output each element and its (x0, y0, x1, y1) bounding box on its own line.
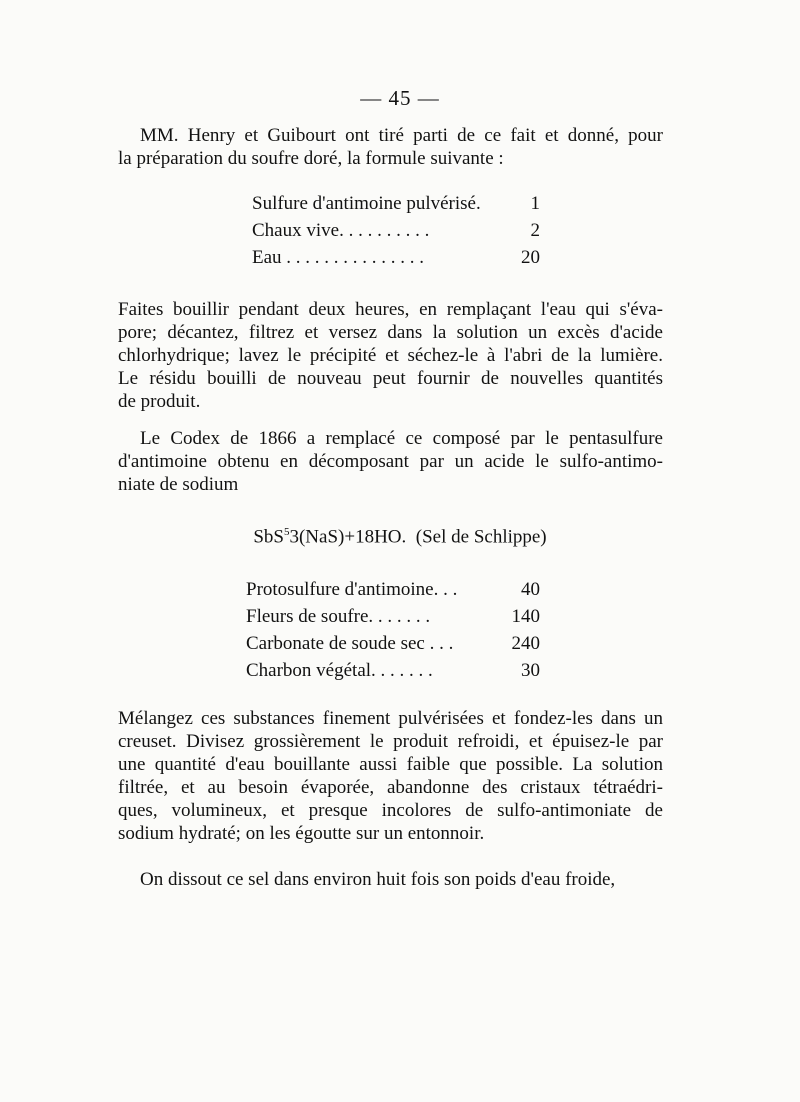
text-line: d'antimoine obtenu en décomposant par un acide le sulfo-antimo- (118, 451, 663, 472)
ingredient-name: Charbon végétal. . . . . . . (246, 659, 433, 681)
text-line: Le résidu bouilli de nouveau peut fournir de nouvelles quantités (118, 368, 663, 389)
recipe-table-2 (246, 576, 540, 684)
text-line: de produit. (118, 391, 201, 412)
ingredient-quantity: 140 (511, 605, 540, 627)
text-line: une quantité d'eau bouillante aussi faible que possible. La solution (118, 754, 663, 775)
recipe-row (246, 657, 540, 684)
closing-paragraph (118, 868, 663, 891)
chemical-formula (0, 526, 800, 548)
recipe-row (252, 217, 540, 244)
text-line: On dissout ce sel dans environ huit fois son poids d'eau froide, (140, 869, 616, 890)
ingredient-quantity: 240 (511, 632, 540, 654)
ingredient-quantity: 30 (521, 659, 540, 681)
text-line: sodium hydraté; on les égoutte sur un entonnoir. (118, 823, 485, 844)
recipe-row (246, 630, 540, 657)
ingredient-name: Chaux vive. . . . . . . . . . (252, 219, 430, 241)
preparation-paragraph (118, 707, 663, 845)
codex-paragraph (118, 427, 663, 496)
formula-prefix: SbS (253, 526, 284, 548)
text-line: Mélangez ces substances finement pulvérisées et fondez-les dans un (118, 708, 663, 729)
ingredient-name: Carbonate de soude sec . . . (246, 632, 454, 654)
ingredient-name: Eau . . . . . . . . . . . . . . . (252, 246, 425, 268)
text-line: MM. Henry et Guibourt ont tiré parti de ce fait et donné, pour (140, 125, 663, 146)
recipe-row (252, 244, 540, 271)
text-line: pore; décantez, filtrez et versez dans la solution un excès d'acide (118, 322, 663, 343)
text-line: Faites bouillir pendant deux heures, en remplaçant l'eau qui s'éva- (118, 299, 663, 320)
text-line: ques, volumineux, et presque incolores de sulfo-antimoniate de (118, 800, 663, 821)
ingredient-name: Sulfure d'antimoine pulvérisé. (252, 192, 481, 214)
text-line: creuset. Divisez grossièrement le produit refroidi, et épuisez-le par (118, 731, 663, 752)
ingredient-quantity: 40 (521, 578, 540, 600)
text-line: filtrée, et au besoin évaporée, abandonne des cristaux tétraédri- (118, 777, 663, 798)
ingredient-name: Fleurs de soufre. . . . . . . (246, 605, 431, 627)
ingredient-quantity: 20 (521, 246, 540, 268)
intro-paragraph (118, 124, 663, 170)
recipe-table-1 (252, 190, 540, 271)
ingredient-name: Protosulfure d'antimoine. . . (246, 578, 458, 600)
method-paragraph (118, 298, 663, 413)
recipe-row (246, 576, 540, 603)
text-line: la préparation du soufre doré, la formule suivante : (118, 148, 504, 169)
text-line: chlorhydrique; lavez le précipité et séchez-le à l'abri de la lumière. (118, 345, 663, 366)
ingredient-quantity: 1 (530, 192, 540, 214)
formula-suffix: 3(NaS)+18HO. (289, 526, 407, 548)
ingredient-quantity: 2 (530, 219, 540, 241)
recipe-row (246, 603, 540, 630)
formula-superscript: 5 (283, 526, 290, 538)
text-line: niate de sodium (118, 474, 239, 495)
formula-note: (Sel de Schlippe) (415, 526, 547, 548)
page-number: — 45 — (360, 86, 440, 110)
text-line: Le Codex de 1866 a remplacé ce composé par le pentasulfure (140, 428, 663, 449)
recipe-row (252, 190, 540, 217)
